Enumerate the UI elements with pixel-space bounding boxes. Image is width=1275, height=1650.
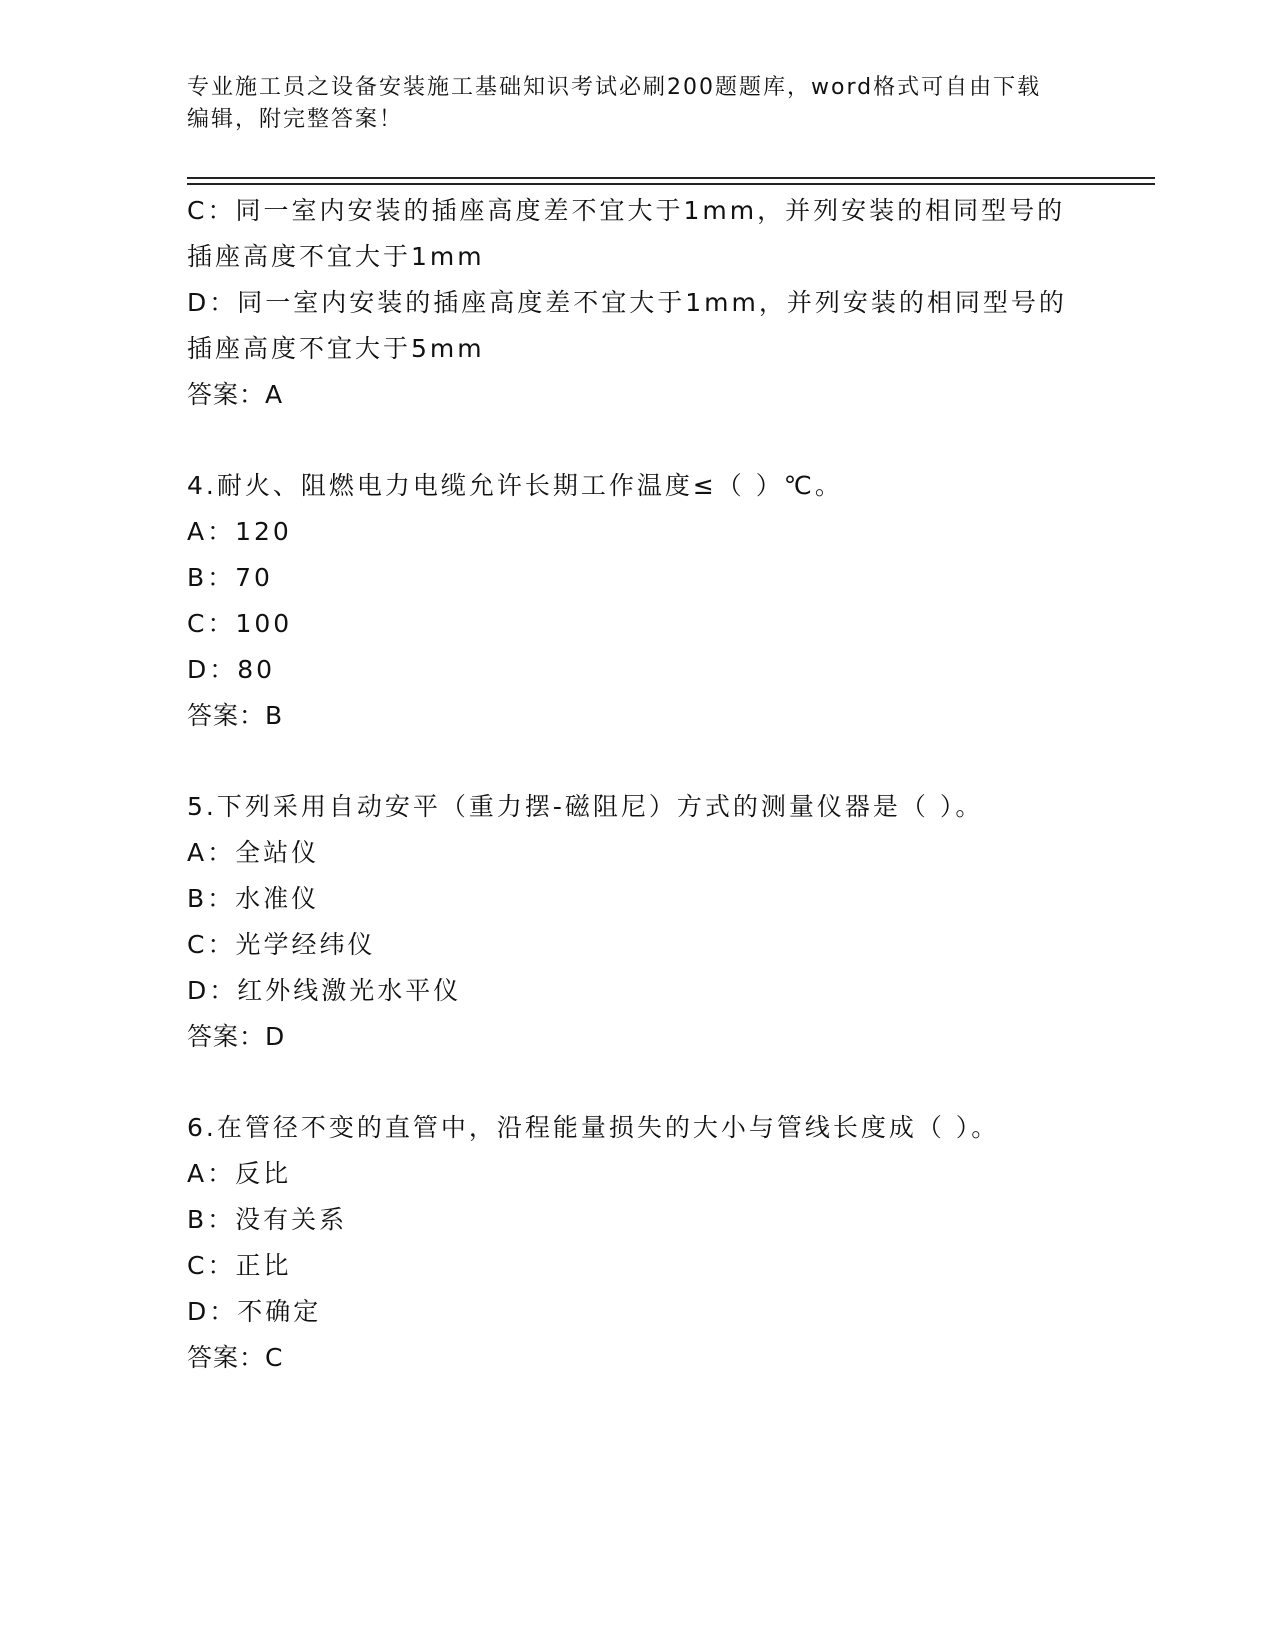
question-3-tail xyxy=(187,188,1087,418)
question-stem: 6.在管径不变的直管中，沿程能量损失的大小与管线长度成（ ）。 xyxy=(187,1113,1000,1142)
question-spacer xyxy=(187,739,1087,784)
header-divider-bottom xyxy=(187,183,1155,185)
option-a: A：反比 xyxy=(187,1159,292,1188)
answer-line: 答案：A xyxy=(187,380,284,409)
question-list xyxy=(187,188,1087,1381)
answer-line: 答案：C xyxy=(187,1343,284,1372)
option-a: A：全站仪 xyxy=(187,838,320,867)
option-b: B：70 xyxy=(187,563,273,592)
option-c-line2: 插座高度不宜大于1mm xyxy=(187,242,485,271)
question-stem: 5.下列采用自动安平（重力摆-磁阻尼）方式的测量仪器是（ ）。 xyxy=(187,792,984,821)
option-d: D：80 xyxy=(187,655,276,684)
option-c: C：100 xyxy=(187,609,293,638)
option-a: A：120 xyxy=(187,517,292,546)
option-c-line1: C：同一室内安装的插座高度差不宜大于1mm，并列安装的相同型号的 xyxy=(187,196,1066,225)
option-d: D：红外线激光水平仪 xyxy=(187,976,462,1005)
option-b: B：水准仪 xyxy=(187,884,320,913)
question-6 xyxy=(187,1105,1087,1381)
question-spacer xyxy=(187,418,1087,463)
option-d: D：不确定 xyxy=(187,1297,322,1326)
question-spacer xyxy=(187,1060,1087,1105)
document-header xyxy=(187,72,1077,136)
option-b: B：没有关系 xyxy=(187,1205,348,1234)
header-title-line2: 编辑，附完整答案！ xyxy=(187,107,404,132)
option-d-line1: D：同一室内安装的插座高度差不宜大于1mm，并列安装的相同型号的 xyxy=(187,288,1067,317)
question-4 xyxy=(187,463,1087,739)
answer-line: 答案：D xyxy=(187,1022,286,1051)
question-5 xyxy=(187,784,1087,1060)
option-c: C：光学经纬仪 xyxy=(187,930,376,959)
question-stem: 4.耐火、阻燃电力电缆允许长期工作温度≤（ ）℃。 xyxy=(187,471,843,500)
option-c: C：正比 xyxy=(187,1251,292,1280)
answer-line: 答案：B xyxy=(187,701,284,730)
header-divider-top xyxy=(187,177,1155,179)
header-title-line1: 专业施工员之设备安装施工基础知识考试必刷200题题库，word格式可自由下载 xyxy=(187,75,1042,100)
option-d-line2: 插座高度不宜大于5mm xyxy=(187,334,485,363)
